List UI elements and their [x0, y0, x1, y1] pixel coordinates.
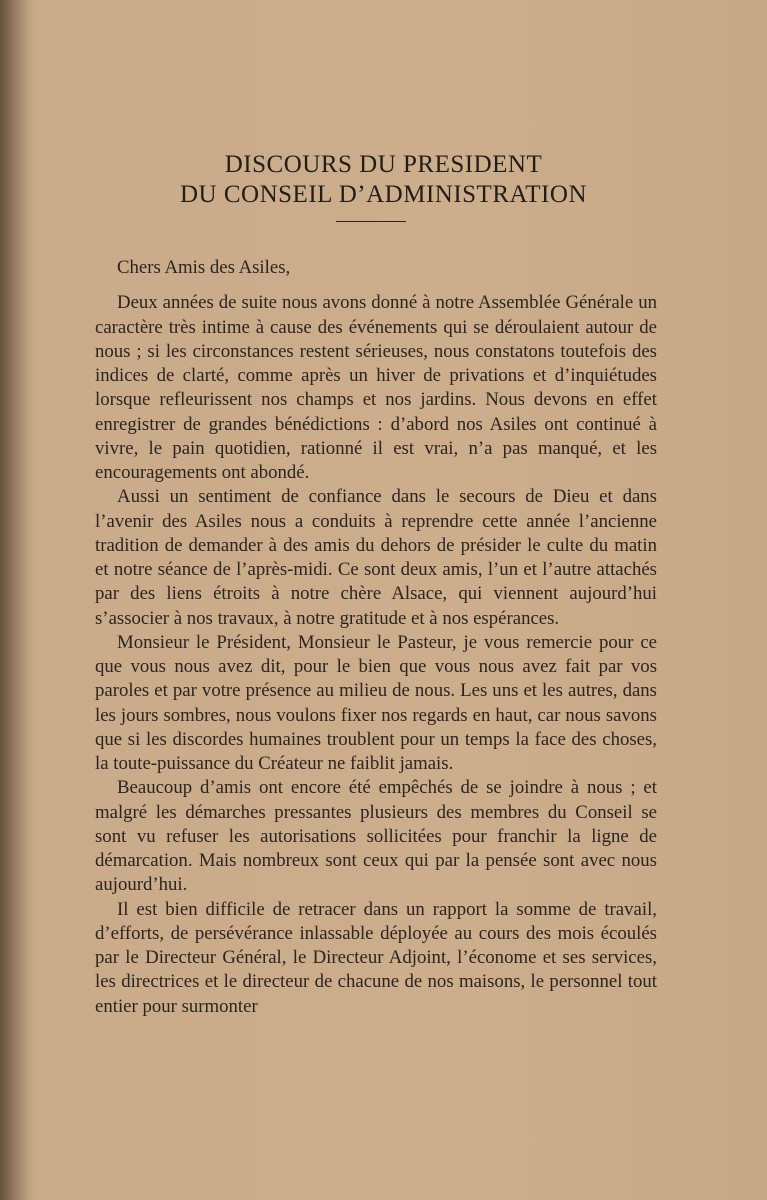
page-title	[0, 150, 767, 210]
paragraph-2: Aussi un sentiment de confiance dans le secours de Dieu et dans l’avenir des Asiles nous a conduits à reprendre cette année l’ancienne tradition de demander à des amis du dehors de présider le culte du matin et notre séance de l’après-midi. Ce sont deux amis, l’un et l’autre attachés par des liens étroits à notre chère Alsace, qui viennent aujourd’hui s’associer à nos travaux, à notre gratitude et à nos espérances.	[95, 486, 657, 629]
salutation: Chers Amis des Asiles,	[117, 257, 291, 278]
paragraph-1: Deux années de suite nous avons donné à notre Assemblée Générale un caractère très intime à cause des événements qui se déroulaient autour de nous ; si les circonstances restent sérieuses, nous constatons toutefois des indices de clarté, comme après un hiver de privations et d’inquiétudes lorsque refleurissent nos champs et nos jardins. Nous devons en effet enregistrer de grandes bénédictions : d’abord nos Asiles ont continué à vivre, le pain quotidien, rationné il est vrai, n’a pas manqué, et les encouragements ont abondé.	[95, 292, 657, 483]
title-divider	[336, 221, 406, 222]
paragraph-5: Il est bien difficile de retracer dans un rapport la somme de travail, d’efforts, de persévérance inlassable déployée au cours des mois écoulés par le Directeur Général, le Directeur Adjoint, l’économe et ses services, les directrices et le directeur de chacune de nos maisons, le personnel tout entier pour surmonter	[95, 898, 657, 1017]
title-line-2: DU CONSEIL D’ADMINISTRATION	[180, 181, 587, 208]
body-text	[95, 256, 657, 1019]
paragraph-3: Monsieur le Président, Monsieur le Pasteur, je vous remercie pour ce que vous nous avez dit, pour le bien que vous nous avez fait par vos paroles et par votre présence au milieu de nous. Les uns et les autres, dans les jours sombres, nous voulons fixer nos regards en haut, car nous savons que si les discordes humaines troublent pour un temps la face des choses, la toute-puissance du Créateur ne faiblit jamais.	[95, 631, 657, 774]
paragraph-4: Beaucoup d’amis ont encore été empêchés de se joindre à nous ; et malgré les démarches pressantes plusieurs des membres du Conseil se sont vu refuser les autorisations sollicitées pour franchir la ligne de démarcation. Mais nombreux sont ceux qui par la pensée sont avec nous aujourd’hui.	[95, 777, 657, 896]
title-line-1: DISCOURS DU PRESIDENT	[224, 151, 543, 178]
